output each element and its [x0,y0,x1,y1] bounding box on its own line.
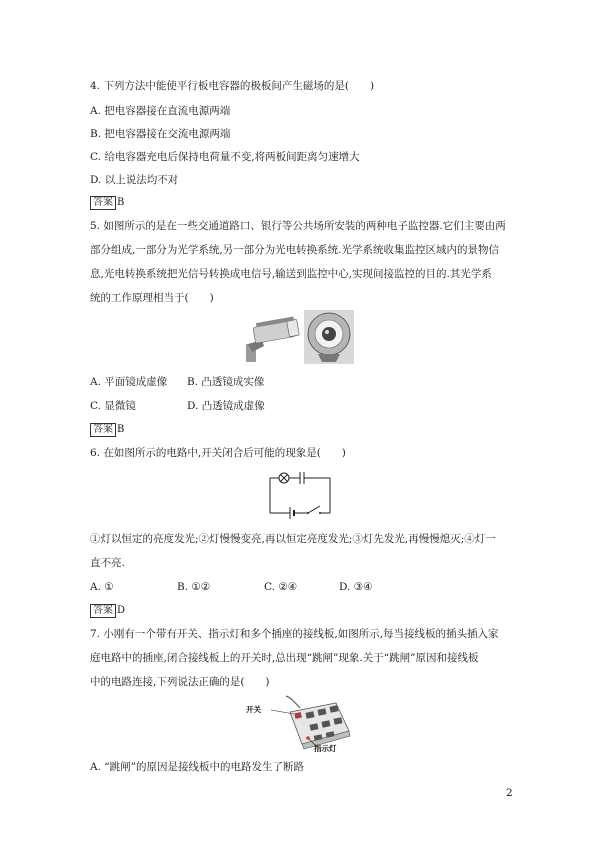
switch-symbol [308,506,320,513]
q6-option-c: C. ②④ [264,581,298,593]
q5-stem-line-1: 5. 如图所示的是在一些交通道路口、银行等公共场所安装的两种电子监控器.它们主要由两 [90,220,506,232]
q6-statement-line-1: ①灯以恒定的亮度发光;②灯慢慢变亮,再以恒定亮度发光;③灯先发光,再慢慢熄灭;④灯一 [90,533,496,545]
q6-option-d: D. ③④ [339,581,373,593]
q7-stem-line-1: 7. 小刚有一个带有开关、指示灯和多个插座的接线板,如图所示,每当接线板的插头插入家 [90,628,499,640]
q6-option-a: A. ① [90,581,114,593]
q5-stem-line-2: 部分组成,一部分为光学系统,另一部分为光电转换系统.光学系统收集监控区域内的景物信 [90,244,500,256]
q7-option-a: A. “跳闸”的原因是接线板中的电路发生了断路 [90,761,304,773]
q5-surveillance-cameras-figure [240,310,356,364]
capacitor-symbol [300,472,304,484]
power-strip-image [271,696,350,749]
q5-option-c: C. 显微镜 [90,400,136,412]
q6-statement-line-2: 直不亮. [90,557,125,569]
q5-options-row-1 [90,375,264,389]
q6-circuit-diagram [268,470,332,520]
answer-label: 答案 [90,604,116,618]
q4-stem: 4. 下列方法中能使平行板电容器的极板间产生磁场的是( ) [90,80,375,92]
q4-option-d: D. 以上说法均不对 [90,174,179,186]
q4-option-c: C. 给电容器充电后保持电荷量不变,将两板间距离匀速增大 [90,151,360,163]
switch-label: 开关 [246,705,261,714]
q4-answer [90,196,124,210]
q5-options-row-2 [90,399,265,413]
page-number: 2 [506,787,513,799]
q5-answer-value: B [117,424,125,435]
q4-answer-value: B [117,197,125,208]
indicator-label: 指示灯 [314,744,337,752]
q6-stem: 6. 在如图所示的电路中,开关闭合后可能的现象是( ) [90,447,346,459]
q5-stem-line-4: 统的工作原理相当于( ) [90,292,214,304]
q7-stem-line-2: 庭电路中的插座,闭合接线板上的开关时,总出现“跳闸”现象.关于“跳闸”原因和接线板 [90,652,479,664]
bullet-camera-image [246,317,299,362]
answer-label: 答案 [90,196,116,210]
q6-options-row [90,580,373,594]
q5-answer [90,423,124,437]
q4-option-a: A. 把电容器接在直流电源两端 [90,105,231,117]
q5-option-d: D. 凸透镜成虚像 [187,400,265,412]
q6-answer-value: D [117,605,126,616]
q7-power-strip-figure [246,694,352,752]
q5-option-b: B. 凸透镜成实像 [187,376,265,388]
dome-camera-image [304,310,354,364]
q7-stem-line-3: 中的电路连接,下列说法正确的是( ) [90,676,270,688]
q5-option-a: A. 平面镜成虚像 [90,376,168,388]
q6-answer [90,604,125,618]
q6-option-b: B. ①② [177,581,211,593]
q4-option-b: B. 把电容器接在交流电源两端 [90,128,231,140]
q5-stem-line-3: 息,光电转换系统把光信号转换成电信号,输送到监控中心,实现间接监控的目的.其光学系 [90,268,492,280]
answer-label: 答案 [90,423,116,437]
